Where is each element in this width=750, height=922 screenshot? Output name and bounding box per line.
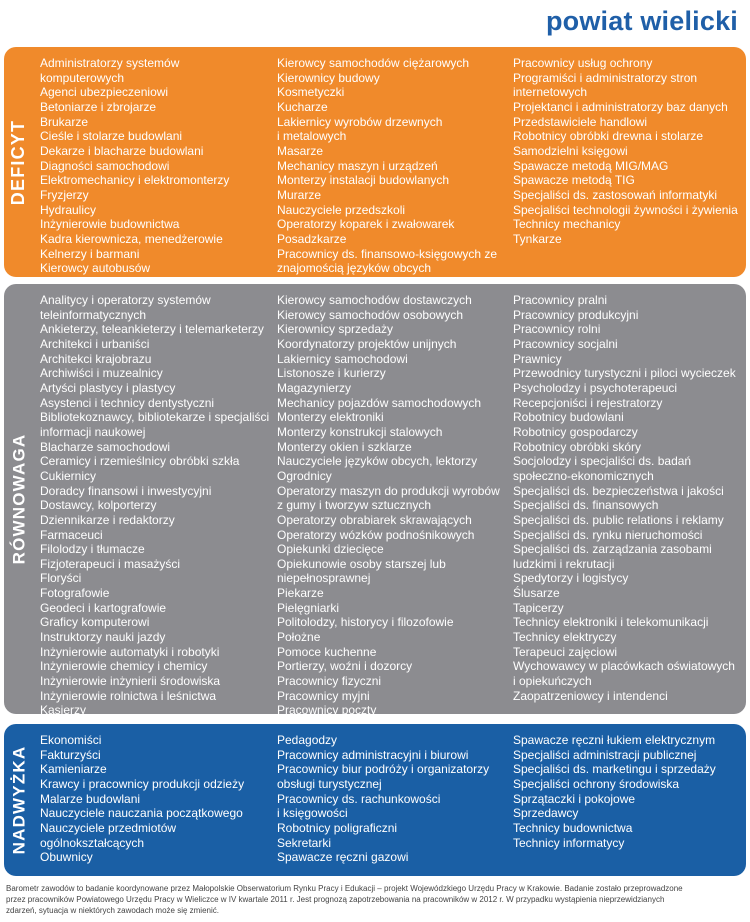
occupation-item: Nauczyciele przedszkoli bbox=[277, 202, 406, 217]
occupation-item: Pracownicy poczty bbox=[277, 703, 377, 718]
occupation-item: Recepcjoniści i rejestratorzy bbox=[513, 395, 663, 410]
occupation-item: obsługi turystycznej bbox=[277, 776, 382, 791]
occupation-item: Pracownicy biur podróży i organizatorzy bbox=[277, 762, 490, 777]
occupation-item: Tapicerzy bbox=[513, 600, 564, 615]
occupation-item: Monterzy instalacji budowlanych bbox=[277, 173, 450, 188]
occupation-item: Wychowawcy w placówkach oświatowych bbox=[513, 659, 735, 674]
occupation-item: Prawnicy bbox=[513, 351, 562, 366]
occupation-item: Sekretarki bbox=[277, 835, 332, 850]
occupation-item: Pielęgniarki bbox=[277, 600, 340, 615]
occupation-item: Kierowcy samochodów dostawczych bbox=[277, 293, 472, 307]
occupation-item: Analitycy i operatorzy systemów bbox=[40, 293, 211, 307]
occupation-item: Inżynierowie inżynierii środowiska bbox=[40, 674, 221, 689]
occupation-item: Sprzedawcy bbox=[513, 806, 579, 821]
occupation-item: Kierowcy samochodów ciężarowych bbox=[277, 56, 470, 70]
occupation-item: Przewodnicy turystyczni i piloci wycieczek bbox=[513, 366, 736, 381]
footnote-line: Barometr zawodów to badanie koordynowane przez Małopolskie Obserwatorium Rynku Pracy i Edukacji – projekt Wojewódzkiego Urzędu Pracy w Krakowie. Badanie zostało przeprowadzone bbox=[6, 884, 683, 893]
occupation-item: Kierownicy sprzedaży bbox=[277, 322, 394, 337]
occupation-item: Fotografowie bbox=[40, 586, 110, 601]
section-label-deficyt: DEFICYT bbox=[8, 119, 29, 205]
occupation-item: Dziennikarze i redaktorzy bbox=[40, 512, 175, 527]
occupation-item: Instruktorzy nauki jazdy bbox=[40, 630, 166, 645]
occupation-item: Specjaliści ds. zastosowań informatyki bbox=[513, 187, 718, 202]
occupation-item: Dekarze i blacharze budowlani bbox=[40, 143, 204, 158]
section-label-nadwyzka: NADWYŻKA bbox=[9, 745, 29, 855]
occupation-item: Artyści plastycy i plastycy bbox=[40, 380, 176, 395]
occupation-item: Ślusarze bbox=[513, 586, 560, 601]
occupation-item: Operatorzy obrabiarek skrawających bbox=[277, 512, 472, 527]
rownowaga-column-2 bbox=[277, 293, 507, 718]
occupation-item: Cieśle i stolarze budowlani bbox=[40, 129, 183, 144]
occupation-item: Pracownicy socjalni bbox=[513, 336, 618, 351]
occupation-item: Technicy budownictwa bbox=[513, 820, 633, 835]
occupation-item: Kierowcy samochodów osobowych bbox=[277, 307, 464, 322]
occupation-item: Portierzy, woźni i dozorcy bbox=[277, 659, 413, 674]
occupation-item: Przedstawiciele handlowi bbox=[513, 114, 648, 129]
occupation-item: Inżynierowie automatyki i robotyki bbox=[40, 644, 220, 659]
occupation-item: Betoniarze i zbrojarze bbox=[40, 99, 157, 114]
occupation-item: Kierownicy budowy bbox=[277, 70, 380, 85]
occupation-item: i metalowych bbox=[277, 129, 347, 144]
occupation-item: internetowych bbox=[513, 85, 588, 100]
occupation-item: Fizjoterapeuci i masażyści bbox=[40, 556, 181, 571]
occupation-item: Spedytorzy i logistycy bbox=[513, 571, 629, 586]
occupation-item: Specjaliści ochrony środowiska bbox=[513, 776, 680, 791]
footnote-line: zdarzeń, sytuacja w niektórych zawodach może się zmienić. bbox=[6, 906, 219, 915]
occupation-item: Terapeuci zajęciowi bbox=[513, 644, 618, 659]
occupation-item: Robotnicy obróbki drewna i stolarze bbox=[513, 129, 704, 144]
section-rownowaga bbox=[4, 284, 746, 718]
occupation-item: Fakturzyści bbox=[40, 747, 101, 762]
occupation-item: Projektanci i administratorzy baz danych bbox=[513, 99, 728, 114]
occupation-item: Administratorzy systemów bbox=[40, 56, 180, 70]
occupation-item: Sprzątaczki i pokojowe bbox=[513, 791, 636, 806]
occupation-item: Filolodzy i tłumacze bbox=[40, 542, 145, 557]
occupation-item: Mechanicy maszyn i urządzeń bbox=[277, 158, 438, 173]
occupation-item: Technicy elektroniki i telekomunikacji bbox=[513, 615, 709, 630]
occupation-item: Pracownicy rolni bbox=[513, 322, 601, 337]
occupation-item: Diagności samochodowi bbox=[40, 158, 170, 173]
occupation-item: Opiekunowie osoby starszej lub bbox=[277, 556, 446, 571]
occupation-item: Spawacze metodą MIG/MAG bbox=[513, 158, 669, 173]
occupation-item: Pracownicy ds. rachunkowości bbox=[277, 791, 441, 806]
occupation-item: Monterzy konstrukcji stalowych bbox=[277, 424, 443, 439]
occupation-item: ludzkimi i rekrutacji bbox=[513, 556, 615, 571]
page-title: powiat wielicki bbox=[545, 6, 738, 36]
occupation-item: Monterzy elektroniki bbox=[277, 410, 384, 425]
occupation-item: Pracownicy administracyjni i biurowi bbox=[277, 747, 469, 762]
occupation-item: Mechanicy pojazdów samochodowych bbox=[277, 395, 482, 410]
occupation-item: Blacharze samochodowi bbox=[40, 439, 171, 454]
occupation-item: Obuwnicy bbox=[40, 850, 93, 865]
nadwyzka-column-1 bbox=[40, 733, 270, 865]
occupation-item: Technicy mechanicy bbox=[513, 217, 621, 232]
nadwyzka-column-3 bbox=[513, 733, 743, 850]
occupation-item: Pracownicy produkcyjni bbox=[513, 307, 639, 322]
occupation-item: Inżynierowie rolnictwa i leśnictwa bbox=[40, 688, 217, 703]
footnote bbox=[6, 883, 746, 916]
occupation-item: Pedagodzy bbox=[277, 733, 338, 747]
occupation-item: Murarze bbox=[277, 187, 322, 202]
deficyt-column-3 bbox=[513, 56, 743, 247]
occupation-item: Kadra kierownicza, menedżerowie bbox=[40, 231, 223, 246]
occupation-item: Spawacze metodą TIG bbox=[513, 173, 635, 188]
occupation-item: ogólnokształcących bbox=[40, 835, 145, 850]
deficyt-column-2 bbox=[277, 56, 507, 276]
occupation-item: Robotnicy obróbki skóry bbox=[513, 439, 642, 454]
occupation-item: Cukiernicy bbox=[40, 468, 97, 483]
occupation-item: Robotnicy poligraficzni bbox=[277, 820, 398, 835]
section-label-rownowaga: RÓWNOWAGA bbox=[9, 433, 29, 565]
occupation-item: Technicy informatycy bbox=[513, 835, 625, 850]
occupation-item: Nauczyciele języków obcych, lektorzy bbox=[277, 454, 478, 469]
occupation-item: Piekarze bbox=[277, 586, 324, 601]
occupation-item: Pracownicy myjni bbox=[277, 688, 370, 703]
occupation-item: Ceramicy i rzemieślnicy obróbki szkła bbox=[40, 454, 240, 469]
section-tab-rownowaga bbox=[4, 284, 34, 714]
occupation-item: Specjaliści ds. marketingu i sprzedaży bbox=[513, 762, 716, 777]
occupation-item: Pomoce kuchenne bbox=[277, 644, 377, 659]
occupation-item: Specjaliści administracji publicznej bbox=[513, 747, 697, 762]
occupation-item: Asystenci i technicy dentystyczni bbox=[40, 395, 215, 410]
occupation-item: Hydraulicy bbox=[40, 202, 97, 217]
occupation-item: Pracownicy pralni bbox=[513, 293, 608, 307]
occupation-item: Listonosze i kurierzy bbox=[277, 366, 386, 381]
occupation-item: Operatorzy wózków podnośnikowych bbox=[277, 527, 475, 542]
occupation-item: Dostawcy, kolporterzy bbox=[40, 498, 157, 513]
occupation-item: Kucharze bbox=[277, 99, 328, 114]
occupation-item: Specjaliści ds. zarządzania zasobami bbox=[513, 542, 712, 557]
occupation-item: Specjaliści technologii żywności i żywienia bbox=[513, 202, 738, 217]
occupation-item: Kasjerzy bbox=[40, 703, 87, 718]
occupation-item: Lakiernicy wyrobów drzewnych bbox=[277, 114, 443, 129]
section-tab-deficyt bbox=[4, 47, 34, 277]
section-deficyt bbox=[4, 47, 746, 277]
occupation-item: Architekci i urbaniści bbox=[40, 336, 150, 351]
occupation-item: Specjaliści ds. public relations i reklamy bbox=[513, 512, 724, 527]
occupation-item: Programiści i administratorzy stron bbox=[513, 70, 698, 85]
occupation-item: Fryzjerzy bbox=[40, 187, 89, 202]
occupation-item: Bibliotekoznawcy, bibliotekarze i specjaliści bbox=[40, 410, 270, 425]
occupation-item: społeczno-ekonomicznych bbox=[513, 468, 654, 483]
occupation-item: Nauczyciele przedmiotów bbox=[40, 820, 177, 835]
occupation-item: Technicy elektryczy bbox=[513, 630, 617, 645]
occupation-item: Kosmetyczki bbox=[277, 85, 345, 100]
occupation-item: Spawacze ręczni gazowi bbox=[277, 850, 409, 865]
occupation-item: Kamieniarze bbox=[40, 762, 107, 777]
occupation-item: Ekonomiści bbox=[40, 733, 102, 747]
occupation-item: komputerowych bbox=[40, 70, 125, 85]
occupation-item: Ankieterzy, teleankieterzy i telemarketerzy bbox=[40, 322, 264, 337]
occupation-item: Posadzkarze bbox=[277, 231, 347, 246]
occupation-item: Agenci ubezpieczeniowi bbox=[40, 85, 169, 100]
section-nadwyzka bbox=[4, 724, 746, 876]
occupation-item: Specjaliści ds. bezpieczeństwa i jakości bbox=[513, 483, 724, 498]
nadwyzka-column-2 bbox=[277, 733, 507, 865]
occupation-item: Kelnerzy i barmani bbox=[40, 246, 140, 261]
occupation-item: Elektromechanicy i elektromonterzy bbox=[40, 173, 230, 188]
deficyt-column-1 bbox=[40, 56, 270, 276]
occupation-item: teleinformatycznych bbox=[40, 307, 147, 322]
occupation-item: Nauczyciele nauczania początkowego bbox=[40, 806, 243, 821]
occupation-item: i opiekuńczych bbox=[513, 674, 592, 689]
occupation-item: Psycholodzy i psychoterapeuci bbox=[513, 380, 678, 395]
occupation-item: Malarze budowlani bbox=[40, 791, 141, 806]
occupation-item: z gumy i tworzyw sztucznych bbox=[277, 498, 432, 513]
occupation-item: Tynkarze bbox=[513, 231, 562, 246]
occupation-item: Spawacze ręczni łukiem elektrycznym bbox=[513, 733, 716, 747]
occupation-item: Socjolodzy i specjaliści ds. badań bbox=[513, 454, 692, 469]
occupation-item: Koordynatorzy projektów unijnych bbox=[277, 336, 457, 351]
occupation-item: Graficy komputerowi bbox=[40, 615, 150, 630]
occupation-item: Doradcy finansowi i inwestycyjni bbox=[40, 483, 212, 498]
occupation-item: Pracownicy fizyczni bbox=[277, 674, 382, 689]
occupation-item: Farmaceuci bbox=[40, 527, 103, 542]
occupation-item: Geodeci i kartografowie bbox=[40, 600, 167, 615]
occupation-item: Archiwiści i muzealnicy bbox=[40, 366, 163, 381]
occupation-item: Masarze bbox=[277, 143, 324, 158]
occupation-item: Robotnicy gospodarczy bbox=[513, 424, 638, 439]
occupation-item: Brukarze bbox=[40, 114, 89, 129]
occupation-item: Specjaliści ds. finansowych bbox=[513, 498, 659, 513]
occupation-item: Operatorzy koparek i zwałowarek bbox=[277, 217, 455, 232]
occupation-item: Opiekunki dziecięce bbox=[277, 542, 384, 557]
occupation-item: Inżynierowie chemicy i chemicy bbox=[40, 659, 208, 674]
occupation-item: Magazynierzy bbox=[277, 380, 352, 395]
occupation-item: Architekci krajobrazu bbox=[40, 351, 152, 366]
footnote-line: przez pracowników Powiatowego Urzędu Pracy w Wieliczce w IV kwartale 2011 r. Jest prognozą zapotrzebowania na pracowników w 2012 r. W przypadku wystąpienia nieprzewidzianych bbox=[6, 895, 665, 904]
occupation-item: Inżynierowie budownictwa bbox=[40, 217, 180, 232]
rownowaga-column-3 bbox=[513, 293, 743, 703]
occupation-item: Położne bbox=[277, 630, 321, 645]
occupation-item: informacji naukowej bbox=[40, 424, 146, 439]
occupation-item: i księgowości bbox=[277, 806, 348, 821]
section-tab-nadwyzka bbox=[4, 724, 34, 876]
occupation-item: Floryści bbox=[40, 571, 82, 586]
occupation-item: Samodzielni księgowi bbox=[513, 143, 628, 158]
occupation-item: Operatorzy maszyn do produkcji wyrobów bbox=[277, 483, 500, 498]
occupation-item: Lakiernicy samochodowi bbox=[277, 351, 408, 366]
occupation-item: Ogrodnicy bbox=[277, 468, 332, 483]
occupation-item: Pracownicy ds. finansowo-księgowych ze bbox=[277, 246, 498, 261]
occupation-item: znajomością języków obcych bbox=[277, 261, 432, 276]
occupation-item: Zaopatrzeniowcy i intendenci bbox=[513, 688, 668, 703]
rownowaga-column-1 bbox=[40, 293, 270, 718]
occupation-item: Kierowcy autobusów bbox=[40, 261, 151, 276]
occupation-item: Pracownicy usług ochrony bbox=[513, 56, 653, 70]
occupation-item: Krawcy i pracownicy produkcji odzieży bbox=[40, 776, 245, 791]
occupation-item: Robotnicy budowlani bbox=[513, 410, 624, 425]
occupation-item: Specjaliści ds. rynku nieruchomości bbox=[513, 527, 703, 542]
occupation-item: Monterzy okien i szklarze bbox=[277, 439, 412, 454]
occupation-item: niepełnosprawnej bbox=[277, 571, 371, 586]
occupation-item: Politolodzy, historycy i filozofowie bbox=[277, 615, 454, 630]
